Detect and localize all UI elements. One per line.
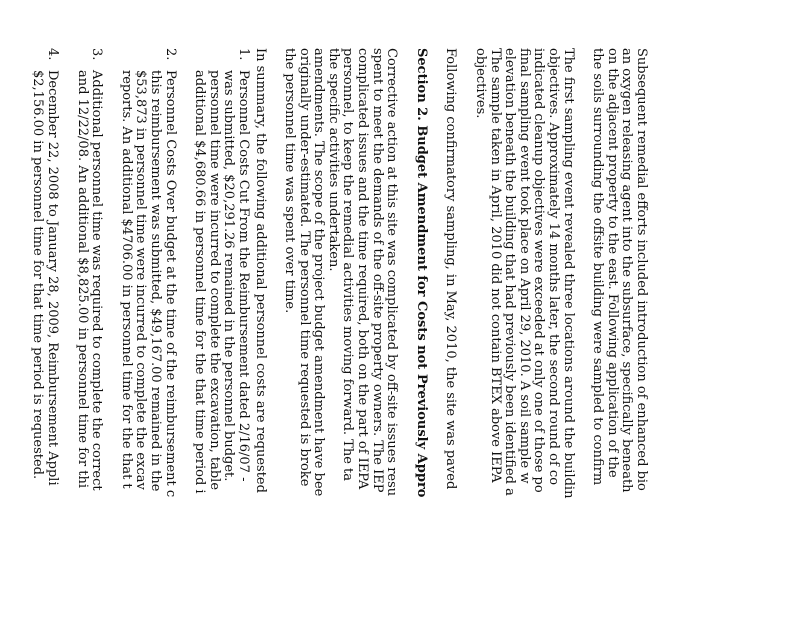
text-line: elevation beneath the building that had previously been identified a	[502, 48, 518, 496]
text-line: amendments. The scope of the project budget amendment have bee	[311, 48, 327, 497]
summary-intro	[252, 48, 267, 618]
rotated-text-block	[30, 0, 649, 618]
list-number: 4.	[45, 48, 60, 61]
text-line: Personnel Costs Cut From the Reimbursement dated 2/16/07 -	[235, 70, 251, 482]
list-item-4	[30, 48, 59, 618]
list-item-body	[74, 70, 103, 618]
list-number: 1.	[235, 48, 251, 61]
section-heading	[413, 48, 428, 618]
list-item-body	[192, 70, 250, 618]
text-line: The first sampling event revealed three locations around the buildin	[560, 48, 576, 499]
text-line: the personnel time was spent over time.	[282, 48, 298, 314]
text-line: the specific activities undertaken.	[325, 48, 341, 272]
list-item-2	[118, 48, 176, 618]
text-line: this reimbursement was submitted, $49,167.00 remained in the	[147, 70, 163, 492]
text-line: In summary, the following additional personnel costs are requested	[252, 48, 268, 493]
section-2-heading: Section 2. Budget Amendment for Costs not Previously Appro	[413, 48, 429, 498]
text-line: and 12/22/08. An additional $8,825.00 in personnel time for thi	[74, 70, 90, 488]
text-line: the soils surrounding the offsite building were sampled to confirm	[590, 48, 606, 486]
text-line: personnel time were incurred to complete the excavation, table	[206, 70, 222, 491]
text-line: complicated issues and the time required, both on the part of IEPA	[355, 48, 371, 490]
text-line: $53,873 in personnel time were incurred to complete the excav	[133, 70, 149, 490]
text-line: objectives.	[473, 48, 489, 119]
text-line: The sample taken in April, 2010 did not contain BTEX above IEPA	[487, 48, 503, 483]
text-line: Personnel Costs Over budget at the time of the reimbursement c	[162, 70, 178, 498]
paragraph-remedial-efforts	[590, 48, 648, 618]
text-line: Subsequent remedial efforts included introduction of enhanced bio	[634, 48, 649, 491]
paragraph-paving	[443, 48, 458, 618]
text-line: on the adjacent property to the east. Following application of the	[604, 48, 620, 478]
list-item-3	[74, 48, 103, 618]
text-line: indicated cleanup objectives were exceeded at only one of those po	[531, 48, 547, 493]
list-number: 2.	[162, 48, 178, 61]
text-line: Following confirmatory sampling, in May, 2010, the site was paved	[443, 48, 459, 490]
text-line: $2,156.00 in personnel time for that time period is requested.	[30, 70, 46, 480]
text-line: objectives. Approximately 14 months later, the second round of co	[546, 48, 562, 486]
text-line: personnel, to keep the remedial activities moving forward. The ta	[340, 48, 356, 482]
text-line: originally under-estimated. The personnel time requested is broke	[296, 48, 312, 487]
list-item-1	[192, 48, 250, 618]
text-line: reports. An additional $4706.00 in personnel time for the that t	[118, 70, 134, 489]
paragraph-corrective-action	[282, 48, 399, 618]
text-line: was submitted, $20,291.26 remained in the personnel budget.	[221, 70, 237, 482]
paragraph-sampling-events	[472, 48, 574, 618]
list-item-body	[118, 70, 176, 618]
list-number: 3.	[89, 48, 105, 61]
text-line: Additional personnel time was required to complete the correct	[89, 70, 105, 491]
text-line: spent to meet the demands of the off-site property owners. The IEP	[369, 48, 385, 493]
text-line: final sampling event took place on April 29, 2010. A soil sample w	[516, 48, 532, 484]
text-line: an oxygen releasing agent into the subsurface, specifically beneath	[619, 48, 635, 493]
text-line: Corrective action at this site was complicated by off-site issues resu	[384, 48, 400, 497]
text-line: additional $4,680.66 in personnel time for the that time period i	[192, 70, 208, 494]
text-line: December 22, 2008 to January 28, 2009, Reimbursement Appli	[45, 70, 60, 486]
list-item-body	[30, 70, 59, 618]
